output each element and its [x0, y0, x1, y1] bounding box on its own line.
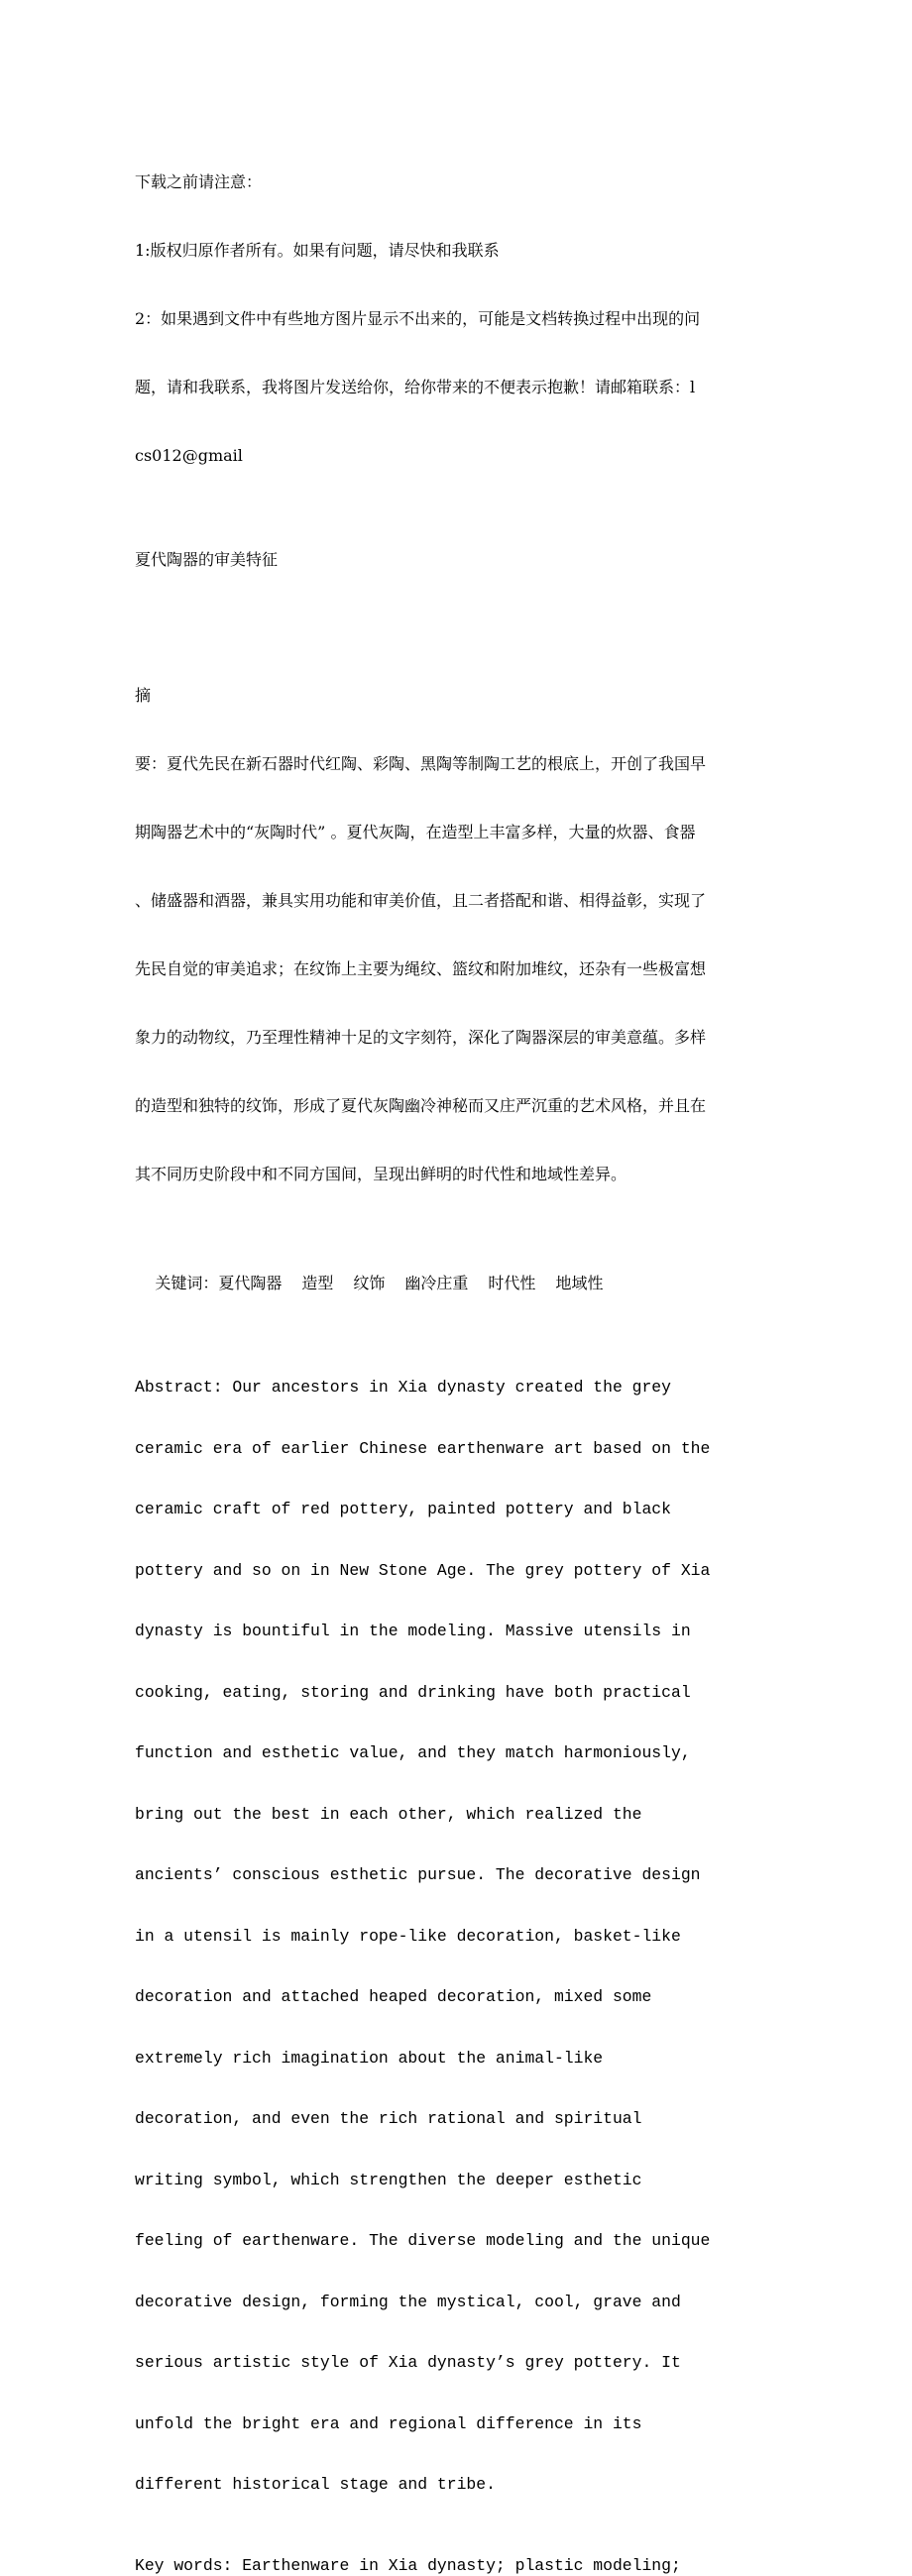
abstract-cn [135, 638, 779, 1231]
keywords-cn [135, 1249, 779, 1317]
document-page [135, 125, 779, 2576]
abstract-en-line: dynasty is bountiful in the modeling. Massive utensils in [135, 1622, 779, 1642]
abstract-cn-line: 其不同历史阶段中和不同方国间，呈现出鲜明的时代性和地域性差异。 [135, 1163, 779, 1185]
keywords-en: Key words: Earthenware in Xia dynasty; plastic modeling; [135, 2556, 779, 2576]
notice-line-2a: 2：如果遇到文件中有些地方图片显示不出来的，可能是文档转换过程中出现的问 [135, 307, 779, 330]
abstract-cn-line: 要：夏代先民在新石器时代红陶、彩陶、黑陶等制陶工艺的根底上，开创了我国早 [135, 752, 779, 775]
abstract-cn-line: 、储盛器和酒器，兼具实用功能和审美价值，且二者搭配和谐、相得益彰，实现了 [135, 889, 779, 912]
keywords-cn-label: 关键词： [155, 1274, 218, 1292]
keyword-item: 纹饰 [353, 1274, 385, 1292]
notice-heading: 下载之前请注意： [135, 170, 779, 193]
notice-line-2c: cs012@gmail [135, 444, 779, 467]
abstract-en-line: extremely rich imagination about the animal-like [135, 2049, 779, 2070]
keyword-item: 时代性 [488, 1274, 535, 1292]
abstract-en-line: decoration, and even the rich rational and spiritual [135, 2109, 779, 2130]
keyword-item: 夏代陶器 [218, 1274, 282, 1292]
abstract-en-line: cooking, eating, storing and drinking have both practical [135, 1683, 779, 1704]
abstract-en [135, 1337, 779, 2536]
abstract-en-line: different historical stage and tribe. [135, 2475, 779, 2496]
abstract-en-line: feeling of earthenware. The diverse modeling and the unique [135, 2231, 779, 2252]
download-notice [135, 125, 779, 512]
abstract-en-line: Abstract: Our ancestors in Xia dynasty created the grey [135, 1378, 779, 1399]
abstract-en-line: function and esthetic value, and they match harmoniously, [135, 1743, 779, 1764]
abstract-en-line: ancients’ conscious esthetic pursue. The decorative design [135, 1865, 779, 1886]
notice-line-2b: 题，请和我联系，我将图片发送给你，给你带来的不便表示抱歉！请邮箱联系：l [135, 376, 779, 398]
keyword-item: 地域性 [555, 1274, 603, 1292]
abstract-en-line: bring out the best in each other, which realized the [135, 1805, 779, 1826]
abstract-en-line: in a utensil is mainly rope-like decoration, basket-like [135, 1927, 779, 1948]
abstract-en-line: unfold the bright era and regional difference in its [135, 2414, 779, 2435]
abstract-en-line: ceramic craft of red pottery, painted pottery and black [135, 1500, 779, 1520]
abstract-en-line: decorative design, forming the mystical, cool, grave and [135, 2293, 779, 2313]
abstract-cn-line: 先民自觉的审美追求；在纹饰上主要为绳纹、篮纹和附加堆纹，还杂有一些极富想 [135, 957, 779, 980]
notice-line-1: 1:版权归原作者所有。如果有问题，请尽快和我联系 [135, 239, 779, 262]
keyword-item: 幽冷庄重 [404, 1274, 468, 1292]
abstract-cn-line: 象力的动物纹，乃至理性精神十足的文字刻符，深化了陶器深层的审美意蕴。多样 [135, 1026, 779, 1049]
abstract-en-line: pottery and so on in New Stone Age. The grey pottery of Xia [135, 1561, 779, 1582]
abstract-en-line: decoration and attached heaped decoration, mixed some [135, 1987, 779, 2008]
document-title: 夏代陶器的审美特征 [135, 548, 779, 571]
abstract-en-line: writing symbol, which strengthen the deeper esthetic [135, 2171, 779, 2191]
keyword-item: 造型 [301, 1274, 333, 1292]
abstract-cn-line: 的造型和独特的纹饰，形成了夏代灰陶幽冷神秘而又庄严沉重的艺术风格，并且在 [135, 1094, 779, 1117]
abstract-cn-line: 期陶器艺术中的“灰陶时代” 。夏代灰陶，在造型上丰富多样，大量的炊器、食器 [135, 821, 779, 843]
abstract-cn-label: 摘 [135, 684, 779, 707]
abstract-en-line: ceramic era of earlier Chinese earthenware art based on the [135, 1439, 779, 1460]
abstract-en-line: serious artistic style of Xia dynasty’s grey pottery. It [135, 2353, 779, 2374]
